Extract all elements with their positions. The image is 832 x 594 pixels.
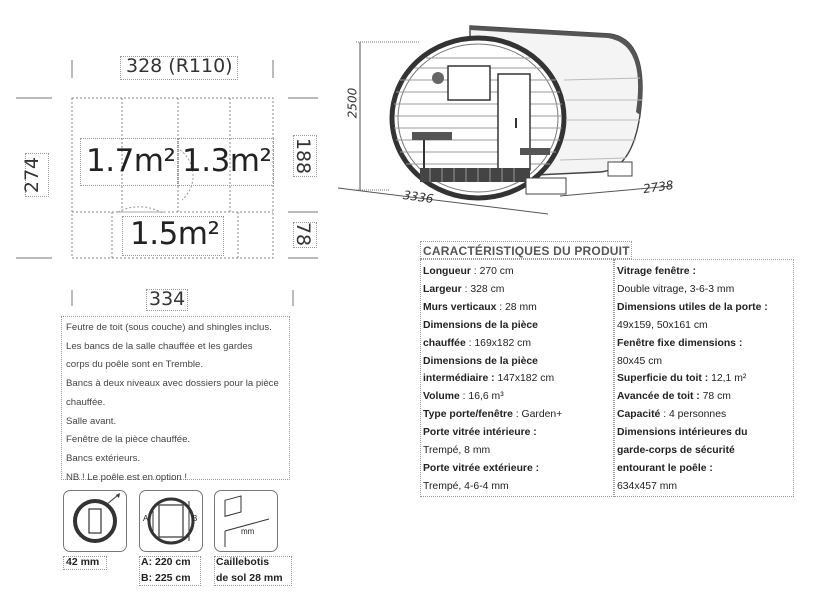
spec-value: 12,1 m² <box>708 373 747 385</box>
door-b-label: B: 225 cm <box>141 572 191 584</box>
spec-row <box>423 263 611 281</box>
note-line: corps du poêle sont en Tremble. <box>66 359 204 371</box>
product-notes <box>61 316 290 483</box>
door-b-marker: B <box>192 514 198 523</box>
spec-row <box>617 263 791 281</box>
plan-dim-188: 188 <box>292 137 315 175</box>
floor-unit: mm <box>241 527 255 536</box>
spec-row <box>423 388 611 406</box>
spec-value: Trempé, 4-6-4 mm <box>423 480 509 492</box>
spec-row <box>617 317 791 335</box>
spec-key: Murs verticaux <box>423 301 497 313</box>
spec-row <box>423 442 611 460</box>
note-line: NB ! Le poêle est en option ! <box>66 471 188 483</box>
spec-key: Porte vitrée extérieure : <box>423 462 540 474</box>
render-length-label: 3336 <box>402 187 435 207</box>
note-line: Bancs extérieurs. <box>66 452 141 464</box>
specs-right-column <box>614 259 794 497</box>
spec-key: Volume <box>423 391 460 403</box>
sauna-render <box>330 18 700 228</box>
spec-value: : 169x182 cm <box>465 337 532 349</box>
door-height-icon <box>139 490 203 552</box>
spec-key: Vitrage fenêtre : <box>617 266 696 277</box>
spec-key: Dimensions de la pièce <box>423 355 538 367</box>
spec-row <box>617 299 791 317</box>
spec-value: : 28 mm <box>496 301 537 313</box>
floor-label-2: de sol 28 mm <box>216 572 283 584</box>
room-heated-area: 1.7m² <box>86 143 176 179</box>
plan-width-label: 328 (R110) <box>126 55 233 77</box>
spec-key: chauffée <box>423 337 466 349</box>
render-height-label: 2500 <box>345 87 360 119</box>
note-line: Les bancs de la salle chauffée et les gardes <box>66 340 253 352</box>
spec-row <box>617 478 791 496</box>
door-a-marker: A <box>143 514 149 523</box>
spec-row <box>423 460 611 478</box>
spec-value: Trempé, 8 mm <box>423 445 491 457</box>
floor-grate-icon <box>214 490 278 552</box>
note-line: Feutre de toit (sous couche) and shingles inclus. <box>66 322 272 333</box>
spec-value: : Garden+ <box>512 409 563 421</box>
wall-thickness-icon <box>63 490 127 552</box>
spec-value: 80x45 cm <box>617 355 663 367</box>
note-line: Bancs à deux niveaux avec dossiers pour la pièce <box>66 378 279 390</box>
spec-key: Dimensions intérieures du <box>617 427 748 439</box>
spec-key: Largeur <box>423 283 462 295</box>
room-front-area: 1.5m² <box>130 216 220 252</box>
spec-row <box>617 406 791 424</box>
note-line: Salle avant. <box>66 415 117 427</box>
spec-row <box>423 406 611 424</box>
spec-value: 147x182 cm <box>494 373 555 385</box>
plan-dim-78: 78 <box>292 221 315 247</box>
spec-row <box>617 388 791 406</box>
floor-label-1: Caillebotis <box>216 556 270 568</box>
spec-row <box>423 299 611 317</box>
spec-key: Dimensions utiles de la porte : <box>617 301 768 313</box>
spec-row <box>617 281 791 299</box>
spec-value: : 328 cm <box>461 283 505 295</box>
spec-key: Type porte/fenêtre <box>423 409 513 421</box>
spec-row <box>617 460 791 478</box>
spec-key: garde-corps de sécurité <box>617 445 735 457</box>
specs-left-column <box>420 259 614 497</box>
spec-row <box>617 353 791 371</box>
plan-height-label: 274 <box>21 156 44 194</box>
specs-title: CARACTÉRISTIQUES DU PRODUIT <box>420 241 632 259</box>
spec-value: Double vitrage, 3-6-3 mm <box>617 283 735 295</box>
note-line: chauffée. <box>66 396 106 408</box>
render-width-label: 2738 <box>642 177 675 197</box>
spec-row <box>617 442 791 460</box>
spec-row <box>423 478 611 496</box>
spec-key: intermédiaire : <box>423 373 495 385</box>
door-a-label: A: 220 cm <box>141 556 191 568</box>
spec-row <box>423 353 611 371</box>
spec-key: Longueur <box>423 266 471 277</box>
spec-row <box>617 370 791 388</box>
plan-depth-label: 334 <box>149 288 186 310</box>
spec-key: Fenêtre fixe dimensions : <box>617 337 743 349</box>
spec-row <box>423 281 611 299</box>
spec-key: Capacité <box>617 409 661 421</box>
spec-row <box>617 424 791 442</box>
spec-row <box>617 335 791 353</box>
spec-key: Porte vitrée intérieure : <box>423 427 537 439</box>
spec-value: : 16,6 m³ <box>459 391 504 403</box>
note-line: Fenêtre de la pièce chauffée. <box>66 434 191 446</box>
spec-value: 49x159, 50x161 cm <box>617 319 708 331</box>
spec-key: Superficie du toit : <box>617 373 709 385</box>
spec-value: 78 cm <box>699 391 731 403</box>
spec-row <box>423 317 611 335</box>
spec-key: Dimensions de la pièce <box>423 319 538 331</box>
spec-key: entourant le poêle : <box>617 462 713 474</box>
room-middle-area: 1.3m² <box>182 143 272 179</box>
spec-value: : 270 cm <box>470 266 514 277</box>
wall-thickness-label: 42 mm <box>66 556 100 568</box>
spec-key: Avancée de toit : <box>617 391 700 403</box>
spec-row <box>423 424 611 442</box>
spec-value: 634x457 mm <box>617 480 678 492</box>
spec-row <box>423 370 611 388</box>
spec-row <box>423 335 611 353</box>
spec-value: : 4 personnes <box>660 409 727 421</box>
